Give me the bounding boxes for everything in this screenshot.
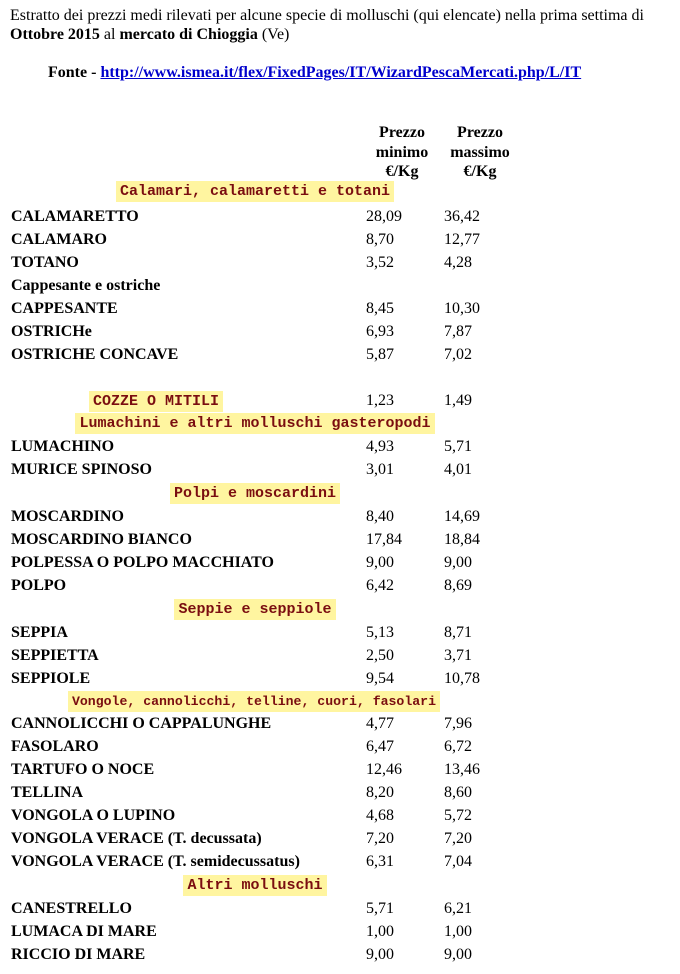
header-min-line1: Prezzo	[379, 124, 425, 141]
species-name: FASOLARO	[11, 738, 99, 755]
section-label: Calamari, calamaretti e totani	[116, 181, 394, 202]
price-min: 9,00	[366, 554, 394, 571]
header-min-unit: €/Kg	[385, 163, 419, 180]
price-max: 36,42	[444, 208, 480, 225]
header-max-line1: Prezzo	[457, 124, 503, 141]
section-seppie	[10, 599, 500, 621]
species-name: MOSCARDINO	[11, 508, 124, 525]
price-max: 10,78	[444, 670, 480, 687]
price-min: 6,42	[366, 577, 394, 594]
species-name: VONGOLA VERACE (T. decussata)	[11, 830, 262, 847]
price-max: 7,04	[444, 853, 472, 870]
price-min: 3,01	[366, 461, 394, 478]
intro-text-3: (Ve)	[257, 26, 290, 43]
price-max: 8,60	[444, 784, 472, 801]
price-max: 6,21	[444, 900, 472, 917]
price-max: 7,96	[444, 715, 472, 732]
species-name: CANNOLICCHI O CAPPALUNGHE	[11, 715, 272, 732]
species-name: POLPESSA O POLPO MACCHIATO	[11, 554, 274, 571]
price-max: 9,00	[444, 554, 472, 571]
price-max: 1,00	[444, 923, 472, 940]
price-min: 1,00	[366, 923, 394, 940]
species-name: SEPPIETTA	[11, 647, 99, 664]
species-name: CALAMARO	[11, 231, 107, 248]
price-min: 8,45	[366, 300, 394, 317]
section-lumachini	[10, 413, 500, 435]
price-min: 6,93	[366, 323, 394, 340]
header-max-price	[440, 123, 520, 182]
price-max: 14,69	[444, 508, 480, 525]
price-max: 7,02	[444, 346, 472, 363]
price-max: 18,84	[444, 531, 480, 548]
header-max-unit: €/Kg	[463, 163, 497, 180]
source-link[interactable]: http://www.ismea.it/flex/FixedPages/IT/WizardPescaMercati.php/L/IT	[100, 64, 582, 81]
species-name: CAPPESANTE	[11, 300, 118, 317]
species-name: OSTRICHe	[11, 323, 92, 340]
price-min: 5,87	[366, 346, 394, 363]
price-max: 3,71	[444, 647, 472, 664]
section-cozze: COZZE O MITILI	[89, 391, 223, 412]
price-min: 17,84	[366, 531, 402, 548]
subheading-cappesante: Cappesante e ostriche	[11, 277, 161, 294]
section-label: Vongole, cannolicchi, telline, cuori, fasolari	[68, 691, 440, 712]
price-min: 4,77	[366, 715, 394, 732]
price-max: 5,71	[444, 438, 472, 455]
price-max: 9,00	[444, 946, 472, 963]
intro-text: Estratto dei prezzi medi rilevati per alcune specie di molluschi (qui elencate) nella prima settima di	[10, 7, 644, 24]
intro-market: mercato di Chioggia	[119, 26, 258, 43]
species-name: TELLINA	[11, 784, 84, 801]
price-max: 4,28	[444, 254, 472, 271]
price-min: 7,20	[366, 830, 394, 847]
price-min: 12,46	[366, 761, 402, 778]
species-name: MOSCARDINO BIANCO	[11, 531, 192, 548]
species-name: VONGOLA VERACE (T. semidecussatus)	[11, 853, 300, 870]
species-name: LUMACA DI MARE	[11, 923, 157, 940]
section-label: Seppie e seppiole	[174, 599, 335, 620]
price-min: 5,71	[366, 900, 394, 917]
species-name: VONGOLA O LUPINO	[11, 807, 176, 824]
price-max: 13,46	[444, 761, 480, 778]
section-polpi	[10, 483, 500, 505]
price-max: 10,30	[444, 300, 480, 317]
section-vongole	[4, 691, 504, 713]
price-min: 8,70	[366, 231, 394, 248]
price-max: 6,72	[444, 738, 472, 755]
species-name: TOTANO	[11, 254, 79, 271]
species-name: OSTRICHE CONCAVE	[11, 346, 179, 363]
price-max: 7,20	[444, 830, 472, 847]
price-max: 8,71	[444, 624, 472, 641]
section-calamari	[10, 181, 500, 203]
price-max: 8,69	[444, 577, 472, 594]
intro-text-2: al	[99, 26, 120, 43]
price-max: 5,72	[444, 807, 472, 824]
price-min: 6,47	[366, 738, 394, 755]
price-min: 9,00	[366, 946, 394, 963]
price-max: 12,77	[444, 231, 480, 248]
species-name: CANESTRELLO	[11, 900, 132, 917]
price-max: 7,87	[444, 323, 472, 340]
header-min-price	[362, 123, 442, 182]
section-label: Altri molluschi	[183, 875, 326, 896]
header-max-line2: massimo	[450, 143, 510, 161]
source-label: Fonte -	[48, 64, 101, 81]
price-min: 3,52	[366, 254, 394, 271]
intro-date: Ottobre 2015	[10, 26, 100, 43]
intro-paragraph	[10, 6, 676, 44]
species-name: SEPPIOLE	[11, 670, 91, 687]
source-line	[48, 63, 581, 82]
price-min: 8,40	[366, 508, 394, 525]
price-min: 28,09	[366, 208, 402, 225]
species-name: CALAMARETTO	[11, 208, 139, 225]
price-min: 9,54	[366, 670, 394, 687]
price-min: 1,23	[366, 392, 394, 409]
price-max: 1,49	[444, 392, 472, 409]
species-name: TARTUFO O NOCE	[11, 761, 155, 778]
price-min: 2,50	[366, 647, 394, 664]
price-min: 5,13	[366, 624, 394, 641]
section-label: Lumachini e altri molluschi gasteropodi	[75, 413, 434, 434]
header-min-line2: minimo	[375, 143, 429, 161]
price-max: 4,01	[444, 461, 472, 478]
price-min: 8,20	[366, 784, 394, 801]
price-min: 4,93	[366, 438, 394, 455]
species-name: MURICE SPINOSO	[11, 461, 152, 478]
species-name: LUMACHINO	[11, 438, 115, 455]
section-label: Polpi e moscardini	[170, 483, 340, 504]
price-min: 4,68	[366, 807, 394, 824]
species-name: SEPPIA	[11, 624, 68, 641]
price-min: 6,31	[366, 853, 394, 870]
section-altri	[10, 875, 500, 897]
species-name: RICCIO DI MARE	[11, 946, 146, 963]
species-name: POLPO	[11, 577, 67, 594]
